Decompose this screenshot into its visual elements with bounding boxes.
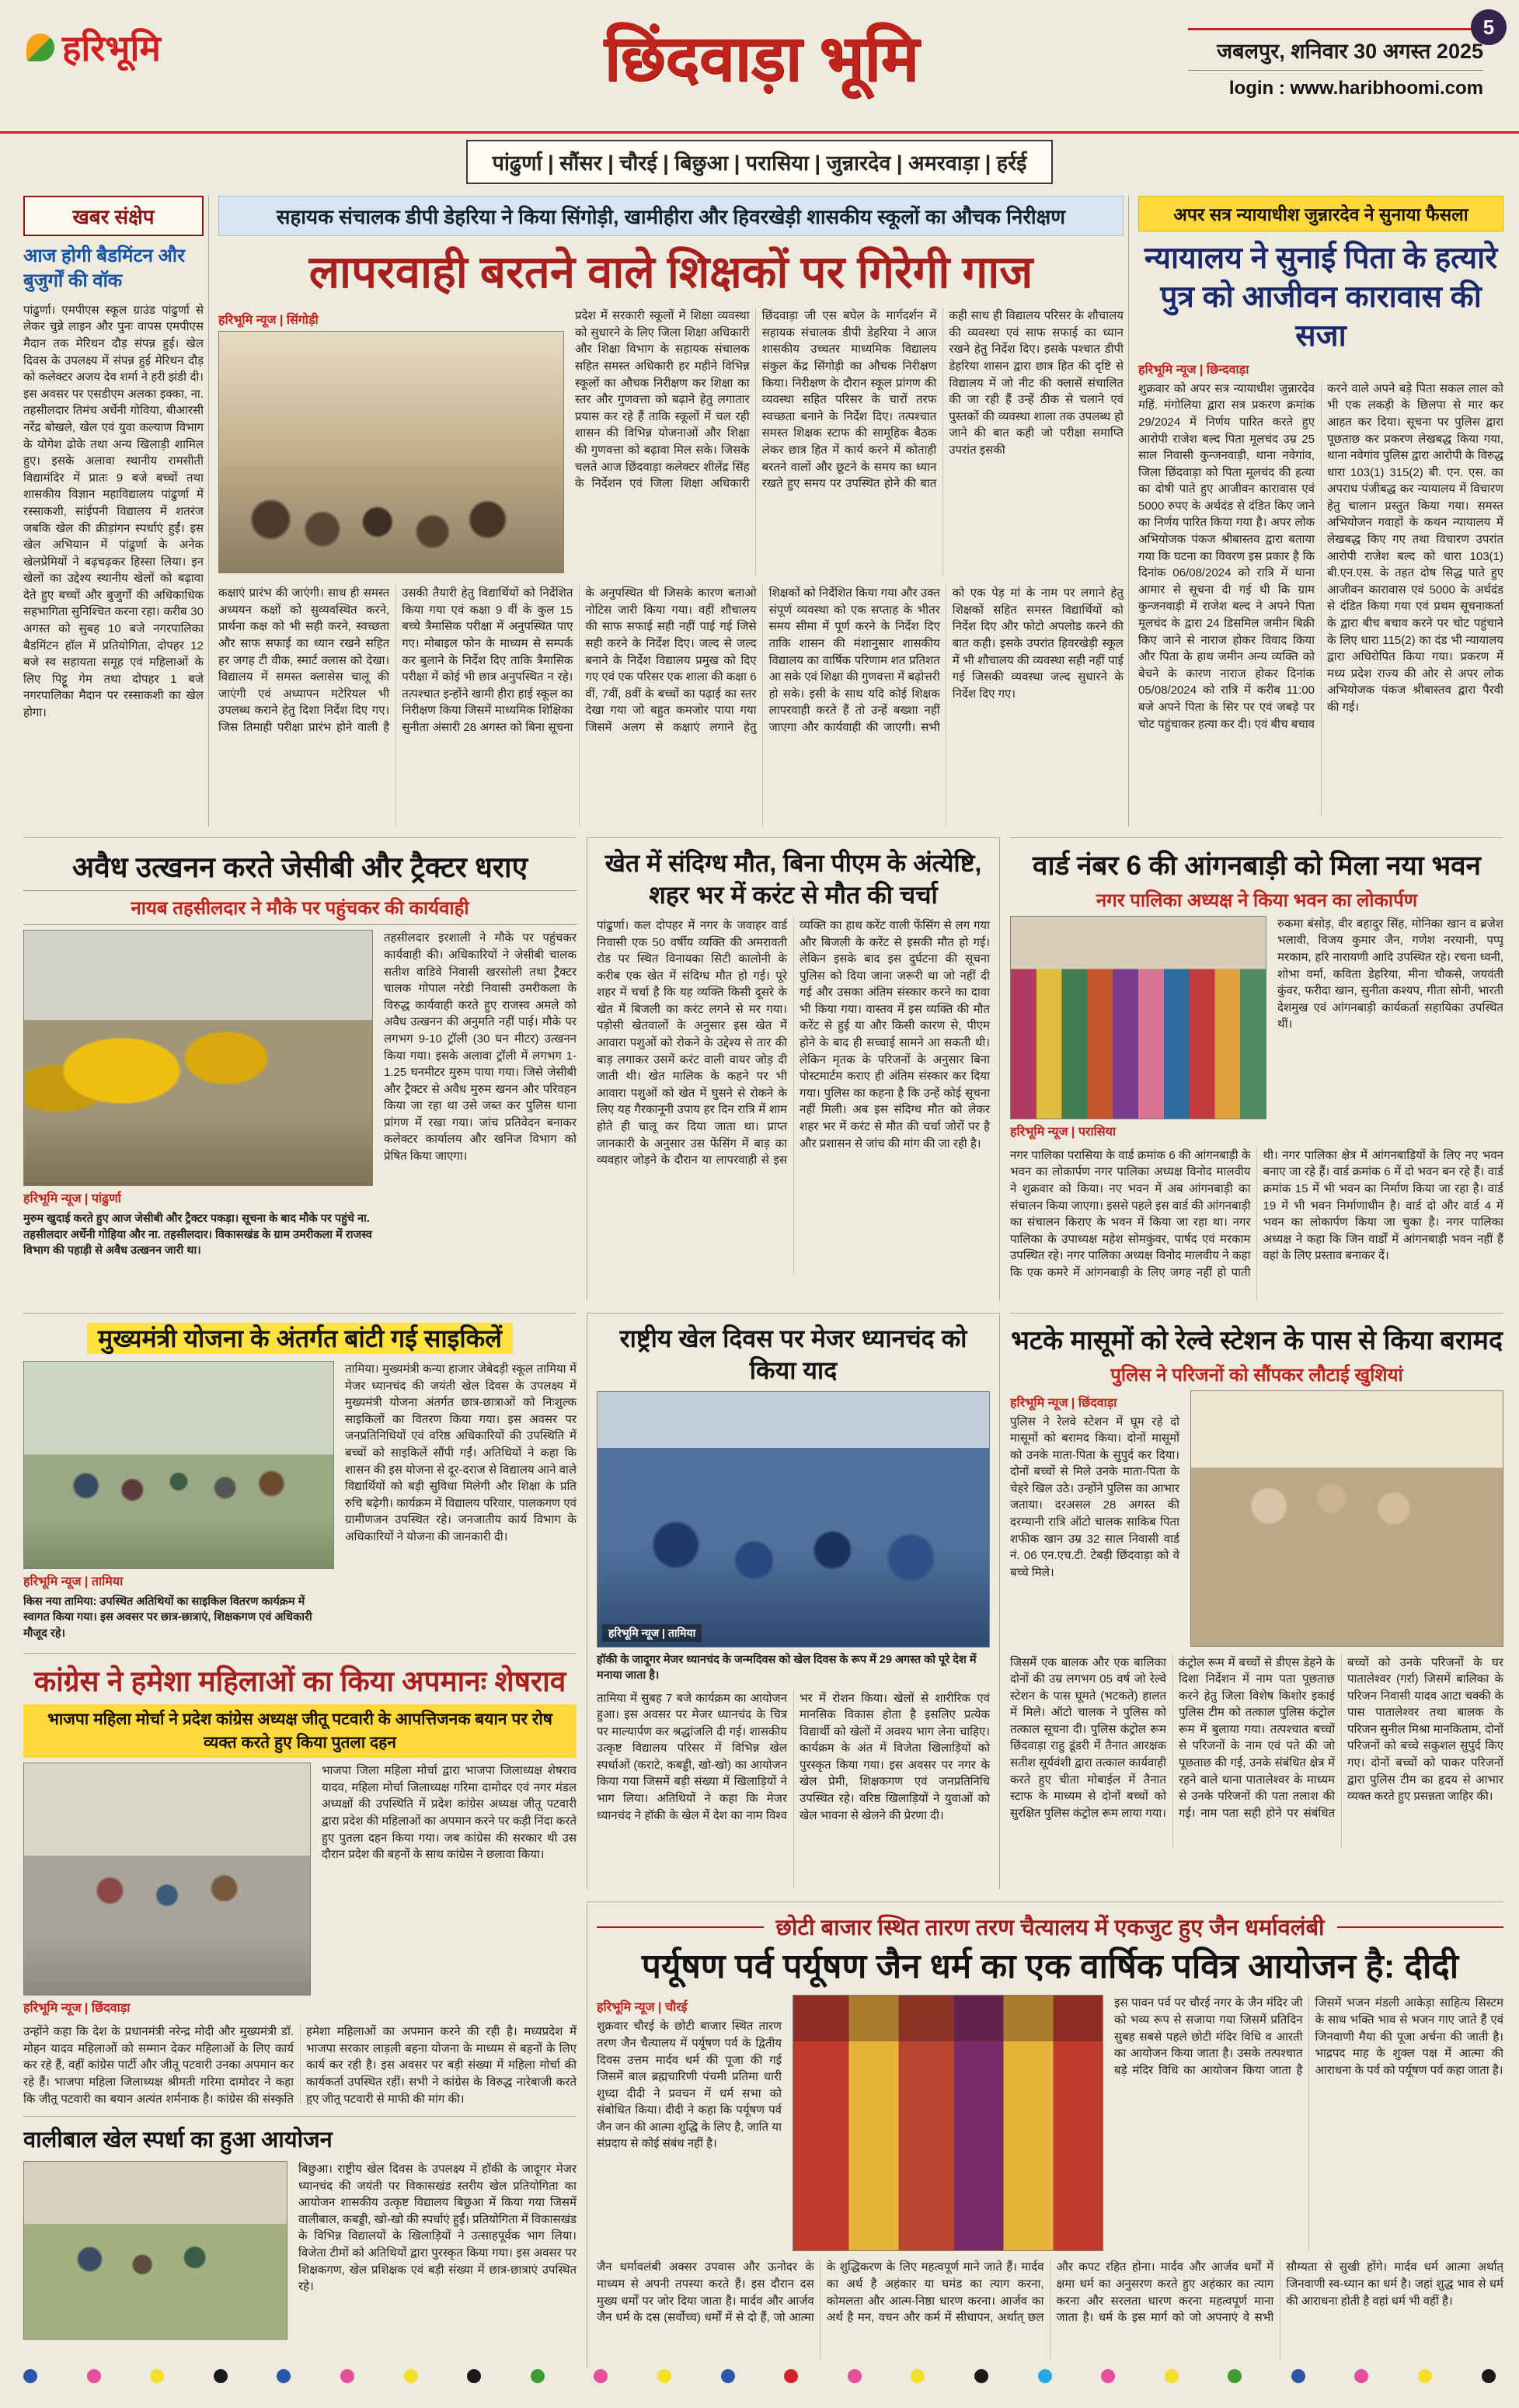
children-handover-photo [1190,1390,1503,1647]
anganwadi-headline: वार्ड नंबर 6 की आंगनबाड़ी को मिला नया भवन [1033,851,1481,881]
sports-day-crowd-photo [597,1391,990,1648]
anganwadi-credit: हरिभूमि न्यूज | परासिया [1010,1125,1116,1139]
court-credit: हरिभूमि न्यूज | छिन्दवाड़ा [1138,363,1249,377]
school-headline: लापरवाही बरतने वाले शिक्षकों पर गिरेगी गाज [308,247,1033,298]
article-suspicious-death [587,837,1000,1301]
color-bar [23,2369,1496,2383]
jain-kicker [597,1912,1503,1942]
court-headline: न्यायालय ने सुनाई पिता के हत्यारे पुत्र को आजीवन कारावास की सजा [1144,242,1498,353]
anganwadi-inauguration-photo [1010,916,1266,1119]
masthead [0,0,1519,134]
color-dot [277,2369,291,2383]
article-jain-paryushan [587,1902,1503,2368]
kids-intro: पुलिस ने रेलवे स्टेशन में घूम रहे दो मासूमों को बरामद किया। दोनों मासूमों को उनके माता-पिता के सुपुर्द कर दिया। दोनों बच्चों से मिले उनके माता-पिता के चेहरे खिल उठे। उन्होंने पुलिस का आभार जताया। दरअसल 28 अगस्त की दरम्यानी रात्रि ऑटो चालक साकिब पिता शफीक खान उम्र 32 साल निवासी वार्ड नं. 06 एन.एच.टी. टेबड़ी छिंदवाड़ा को वे बच्चे मिले। [1010,1415,1179,1579]
cycles-headline-text: मुख्यमंत्री योजना के अंतर्गत बांटी गई साइकिलें [87,1323,513,1354]
school-credit: हरिभूमि न्यूज | सिंगोड़ी [218,314,319,328]
school-kicker: सहायक संचालक डीपी डेहरिया ने किया सिंगोड़ी, खामीहीरा और हिवरखेड़ी शासकीय स्कूलों का औचक निरीक्षण [218,196,1124,236]
color-dot [467,2369,481,2383]
death-headline: खेत में संदिग्ध मौत, बिना पीएम के अंत्येष्टि, शहर भर में करंट से मौत की चर्चा [604,849,982,909]
color-dot [911,2369,925,2383]
locations-bar: पांढुर्णा | सौंसर | चौरई | बिछुआ | परासिया | जुन्नारदेव | अमरवाड़ा | हर्रई [466,140,1054,184]
anganwadi-names: रुकमा बंसोड़, वीर बहादुर सिंह, मोनिका खान व ब्रजेश भलावी, विजय कुमार जैन, गणेश नरयानी, पप्पू मरकाम, हरि नारायणी आदि उपस्थित रहे। रचना ध्वनी, शोभा वर्मा, कविता डेहरिया, मीना चौकसे, जयवंती कुंवर, फरीदा खान, सुनीता कश्यप, गीता सोनी, भारती देशमुख एवं आंगनबाड़ी कार्यकर्ता सहायिका उपस्थित थीं। [1277,917,1503,1032]
volleyball-body: बिछुआ। राष्ट्रीय खेल दिवस के उपलक्ष्य में हॉकी के जादूगर मेजर ध्यानचंद की जयंती पर विकासखंड स्तरीय खेल प्रतियोगिता का आयोजन शासकीय उत्कृष्ट विद्यालय बिछुआ में किया गया जिसमें वालीबाल, कबड्डी, खो-खो की स्पर्धाएं हुईं। प्रतियोगिता में विकासखंड के विभिन्न विद्यालयों के खिलाड़ियों ने उत्साहपूर्वक भाग लिया। विजेता टीमों को अतिथियों द्वारा पुरस्कृत किया गया। इस अवसर पर शिक्षकगण, खेल प्रशिक्षक एवं बड़ी संख्या में छात्र-छात्राएं उपस्थित रहे। [298,2163,577,2294]
article-cycle-distribution [23,1313,577,1642]
jcb-subhead: नायब तहसीलदार ने मौके पर पहुंचकर की कार्यवाही [23,890,577,925]
color-dot [848,2369,862,2383]
color-dot [657,2369,671,2383]
volleyball-headline: वालीबाल खेल स्पर्धा का हुआ आयोजन [23,2128,333,2152]
cycles-headline [23,1323,577,1355]
sportsday-photo-credit: हरिभूमि न्यूज | तामिया [602,1624,702,1642]
color-dot [974,2369,988,2383]
article-lost-children [1010,1313,1503,1889]
color-dot [531,2369,545,2383]
color-dot [1418,2369,1432,2383]
briefs-title: आज होगी बैडमिंटन और बुजुर्गों की वॉक [23,245,185,292]
jain-temple-photo [793,1995,1103,2251]
congress-headline: कांग्रेस ने हमेशा महिलाओं का किया अपमानः शेषराव [33,1665,566,1697]
anganwadi-body: नगर पालिका परासिया के वार्ड क्रमांक 6 की आंगनबाड़ी के भवन का लोकार्पण नगर पालिका अध्यक्ष विनोद मालवीय ने शुक्रवार को किया। नए भवन में अब आंगनबाड़ी का संचालन किया जाएगा। इससे पहले इस वार्ड की आंगनबाड़ी का संचालन किराए के भवन में किया जा रहा था। नगर पालिका के उपाध्यक्ष महेश सोमकुंवर, पार्षद एवं मरकाम उपस्थित रहे। नगर पालिका अध्यक्ष विनोद मालवीय ने कहा कि एक कमरे में आंगनबाड़ी के लिए जगह नहीं हो पाती थी। नगर पालिका क्षेत्र में आंगनबाड़ियों के लिए नए भवन बनाए जा रहे हैं। वार्ड क्रमांक 6 में दो भवन बन रहे हैं। वार्ड क्रमांक 15 में भी भवन का निर्माण किया जा रहा है। वार्ड 19 में भी भवन निर्माणाधीन है। वार्ड दो और वार्ड 4 में भवन का लोकार्पण किया जा चुका है। नगर पालिका अध्यक्ष ने कहा कि जिन वार्डों में आंगनबाड़ी भवन नहीं हैं वहां के लिए प्रस्ताव बनाकर दें। [1010,1148,1503,1279]
color-dot [1291,2369,1305,2383]
date-block [1188,28,1483,99]
jain-kicker-text: छोटी बाजार स्थित तारण तरण चैत्यालय में एकजुट हुए जैन धर्मावलंबी [775,1916,1325,1940]
volleyball-group-photo [23,2161,287,2340]
jcb-credit: हरिभूमि न्यूज | पांढुर्णा [23,1192,121,1206]
color-dot [1038,2369,1052,2383]
sportsday-body: तामिया में सुबह 7 बजे कार्यक्रम का आयोजन हुआ। इस अवसर पर मेजर ध्यानचंद के चित्र पर माल्यार्पण कर श्रद्धांजलि दी गई। शासकीय उत्कृष्ट विद्यालय परिसर में विभिन्न खेल स्पर्धाओं (कराटे, कबड्डी, खो-खो) का आयोजन किया गया जिसमें बड़ी संख्या में खिलाड़ियों ने भाग लिया। अतिथियों ने कहा कि मेजर ध्यानचंद ने हॉकी के खेल में देश का नाम विश्व भर में रोशन किया। खेलों से शारीरिक एवं मानसिक विकास होता है इसलिए प्रत्येक विद्यार्थी को खेलों में अवश्य भाग लेना चाहिए। कार्यक्रम के अंत में विजेता खिलाड़ियों को पुरस्कृत किया गया। इस अवसर पर नगर के खेल प्रेमी, शिक्षकगण एवं जनप्रतिनिधि उपस्थित रहे। वरिष्ठ खिलाड़ियों ने युवाओं को खेल भावना से खेलने की प्रेरणा दी। [597,1691,990,1822]
jain-headline: पर्यूषण पर्व पर्यूषण जैन धर्म का एक वार्षिक पवित्र आयोजन है: दीदी [641,1947,1459,1985]
cycle-distribution-photo [23,1361,334,1569]
jain-credit: हरिभूमि न्यूज | चौरई [597,2001,688,2015]
color-dot [784,2369,798,2383]
article-news-briefs [23,196,204,826]
color-dot [214,2369,228,2383]
article-sports-day [587,1313,1000,1889]
color-dot [1165,2369,1179,2383]
paper-title: छिंदवाड़ा भूमि [604,23,919,94]
article-anganwadi-building [1010,837,1503,1301]
page-number-badge: 5 [1471,9,1507,45]
briefs-section-head: खबर संक्षेप [23,196,204,236]
congress-subhead: भाजपा महिला मोर्चा ने प्रदेश कांग्रेस अध्यक्ष जीतू पटवारी के आपत्तिजनक बयान पर रोष व्यक्त करते हुए किया पुतला दहन [23,1704,577,1758]
article-illegal-mining [23,837,577,1301]
color-dot [150,2369,164,2383]
briefs-body: पांढुर्णा। एमपीएस स्कूल ग्राउंड पांढुर्णा से लेकर चुन्ने लाइन और पुनः वापस एमपीएस मैदान तक मेरिथन दौड़ संपन्न हुई। खेल दिवस के उपलक्ष्य में संपन्न हुई मेरिथन दौड़ को कलेक्टर अजय देव शर्मा ने हरी झंडी दी। इस अवसर पर एसडीएम अलका इक्का, ना. तहसीलदार तिमंच अर्धेनी गोविया, बीआरसी नरेंद्र बोखले, खेल एवं युवा कल्याण विभाग के योगेश ढोके तथा अन्य खिलाड़ी शामिल हुए। इसके अलावा स्थानीय रामसीती विद्यामंदिर में प्रातः 9 बजे बच्चों तथा शासकीय विज्ञान महाविद्यालय पांढुर्णा में रस्साकशी, सांईपनी विद्यालय में शतरंज जबकि खेल की क्रीड़ांगन स्पर्धाएं हुईं। इस खेल अभियान में पांढुर्णा के अनेक खेलप्रेमियों ने बढ़चढ़कर हिस्सा लिया। इन खेलों का उद्देश्य स्थानीय खेलों को बढ़ावा देते हुए बच्चों और बुजुर्गों की अधिकाधिक सहभागिता सुनिश्चित करना रहा। करीब 30 अगस्त को सुबह 10 बजे नगरपालिका बैडमिंटन हॉल में प्रतियोगिता, दोपहर 12 बजे स्व सहायता समूह एवं महिलाओं के लिए पिट्टू गेम तथा दोपहर 1 बजे नगरपालिका मैदान पर रस्साकशी का खेल होगा। [23,303,204,720]
color-dot [721,2369,735,2383]
classroom-inspection-photo [218,331,564,573]
article-congress-protest [23,1653,577,2105]
color-dot [23,2369,37,2383]
color-dot [87,2369,101,2383]
color-dot [594,2369,608,2383]
sportsday-caption: हॉकी के जादूगर मेजर ध्यानचंद के जन्मदिवस को खेल दिवस के रूप में 29 अगस्त को पूरे देश में मनाया जाता है। [597,1653,977,1682]
kids-headline: भटके मासूमों को रेल्वे स्टेशन के पास से किया बरामद [1011,1326,1503,1355]
cycles-credit: हरिभूमि न्यूज | तामिया [23,1575,124,1589]
effigy-burning-photo [23,1763,311,1996]
kids-credit: हरिभूमि न्यूज | छिंदवाड़ा [1010,1396,1117,1410]
court-body: शुक्रवार को अपर सत्र न्यायाधीश जुन्नारदेव महिं. मंगोलिया द्वारा सत्र प्रकरण क्रमांक 29/2024 में निर्णय पारित करते हुए आरोपी राजेश बल्द पिता मूलचंद उम्र 25 साल निवासी कुन्जनवाड़ी, थाना नवेगांव, जिला छिंदवाड़ा को पिता मूलचंद की हत्या का दोषी पाते हुए आजीवन कारावास एवं 5000 रुपए के अर्थदंड से दंडित किए जाने का निर्णय पारित किया गया है। अपर लोक अभियोजक पंकज श्रीबास्तव द्वारा बताया गया कि घटना का विवरण इस प्रकार है कि दिनांक 06/08/2024 को रात्रि में थाना आमार से सूचना दी गई थी कि ग्राम कुन्जनवाड़ी में राजेश बल्द ने अपने पिता मूलचंद के द्वारा 24 डिसमिल जमीन बिक्री किए जाने से नाराज होकर विवाद किया और पिता के हाथ जमीन अन्य व्यक्ति को बेचने के कारण नाराज होकर दिनांक 05/08/2024 को रात्रि में करीब 11:00 बजे अपने पिता के सिर पर एवं जबड़े पर चोट पहुंचाकर हत्या कर दी। एवं बीच बचाव करने वाले अपने बड़े पिता सकल लाल को भी एक लकड़ी के छिलपा से मार कर आहत कर दिया। सूचना पर पुलिस द्वारा पूछताछ कर प्रकरण लेखबद्ध किया गया, थाना नवेगांव पुलिस द्वारा आरोपी के विरुद्ध धारा 103(1) 315(2) बी. एन. एस. का अपराध पंजीबद्ध कर न्यायालय में विचारण हेतु चालान प्रस्तुत किया गया। समस्त अभियोजन गवाहों के कथन न्यायालय में लेखबद्ध किए गए तथा विचारण उपरांत आरोपी राजेश बल्द को धारा 103(1) बी.एन.एस. के तहत दोष सिद्ध पाते हुए आजीवन कारावास एवं 5000 के अर्थदंड से दंडित किया गया एवं प्रथम सूचनाकर्ता के द्वारा बीच बचाव करने पर चोट पहुंचाने के लिए धारा 115(2) का दंड भी न्यायालय द्वारा अधिरोपित किया गया। प्रकरण में मध्य प्रदेश राज्य की ओर से अपर लोक अभियोजक पंकज श्रीबास्तव द्वारा पैरवी की गई। [1138,381,1503,731]
jcb-caption: मुरुम खुदाई करते हुए आज जेसीबी और ट्रैक्टर पकड़ा। सूचना के बाद मौके पर पहुंचे ना. तहसीलदार अर्धेनी गोहिया और ना. तहसीलदार। विकासखंड के ग्राम उमरीकला में राजस्व विभाग की पहाड़ी से अवैध उत्खनन जारी था। [23,1213,372,1257]
kids-body: जिसमें एक बालक और एक बालिका दोनों की उम्र लगभग 05 वर्ष जो रेल्वे स्टेशन के पास घूमते (भटकते) हालत में मिले। ऑटो चालक ने पुलिस को तत्काल सूचना दी। पुलिस कंट्रोल रूम छिंदवाड़ा राहु डूंडरी में तैनात आरक्षक सतीश सूर्यवंशी द्वारा तत्काल कार्यवाही करते हुए चीता मोबाईल में तैनात स्टाफ के माध्यम से दोनों बच्चों को सुरक्षित पुलिस कंट्रोल रूम लाया गया। कंट्रोल रूम में बच्चों से डीएस डेहने के दिशा निर्देशन में नाम पता पूछताछ करने हेतु जिला विशेष किशोर इकाई पुलिस टीम को तत्काल पुलिस कंट्रोल रूम में बुलाया गया। तत्पश्चात बच्चों से परिजनों के नाम एवं पते की जो पूछताछ की गई, उनके संबंधित क्षेत्र में रहने वाले थाना पातालेश्वर के माध्यम से उनके परिजनों की पता तलाश की गई। नाम पता सही होने पर संबंधित बच्चों को उनके परिजनों के घर पातालेश्वर (गर्रा) जिसमें बालिका के परिजन निवासी यादव आटा चक्की के पास पातालेश्वर तथा बालक के परिजन सुनील मिश्रा मानकिताम, दोनों परिजनों को बच्चे सकुशल सुपुर्द किए गए। दोनों बच्चों को पाकर परिजनों द्वारा पुलिस टीम का हृदय से आभार व्यक्त करते हुए प्रसन्नता जाहिर की। [1010,1655,1503,1820]
login-url: login : www.haribhoomi.com [1228,78,1483,99]
locations-wrap [0,140,1519,184]
color-dot [1354,2369,1368,2383]
kids-subhead: पुलिस ने परिजनों को सौंपकर लौटाई खुशियां [1110,1364,1403,1386]
congress-body-b: उन्होंने कहा कि देश के प्रधानमंत्री नरेन्द्र मोदी और मुख्यमंत्री डॉ. मोहन यादव महिलाओं को सम्मान देकर महिलाओं के लिए कार्य कर रहे हैं, वहीं कांग्रेस पार्टी और जीतू पटवारी उनका अपमान कर रहे हैं। भाजपा महिला जिलाध्यक्ष श्रीमती गरिमा दामोदर ने कहा कि जीतू पटवारी का बयान अत्यंत शर्मनाक है। कांग्रेस की संस्कृति हमेशा महिलाओं का अपमान करने की रही है। मध्यप्रदेश में भाजपा सरकार लाड़ली बहना योजना के माध्यम से बहनों के लिए कार्य कर रही है। इस अवसर पर बड़ी संख्या में महिला मोर्चा की कार्यकर्ता उपस्थित रहीं। सभी ने कांग्रेस के विरुद्ध नारेबाजी करते हुए जीतू पटवारी से माफी की मांग की। [23,2025,577,2105]
article-court-verdict [1128,196,1503,826]
color-dot [340,2369,354,2383]
article-school-inspection [208,196,1124,826]
cycles-body: तामिया। मुख्यमंत्री कन्या हाजार जेबेदड़ी स्कूल तामिया में मेजर ध्यानचंद की जयंती खेल दिवस के उपलक्ष्य में मुख्यमंत्री योजना अंतर्गत छात्र-छात्राओं को निःशुल्क साइकिलों का वितरण किया गया। इस अवसर पर जनप्रतिनिधियों एवं वरिष्ठ अधिकारियों की उपस्थिति में बच्चों को साइकिलें सौंपी गईं। अतिथियों ने कहा कि शासन की इस योजना से दूर-दराज से विद्यालय आने वाले विद्यार्थियों को बड़ी सुविधा मिलेगी और शिक्षा के प्रति रुचि बढ़ेगी। कार्यक्रम में विद्यालय परिवार, पालकगण एवं ग्रामीणजन उपस्थित रहे। जनजातीय कार्य विभाग के अधिकारियों ने योजना की जानकारी दी। [345,1362,577,1543]
jcb-headline: अवैध उत्खनन करते जेसीबी और ट्रैक्टर धराए [71,851,528,883]
jain-body: इस पावन पर्व पर चौरई नगर के जैन मंदिर जी को भव्य रूप से सजाया गया जिसमें प्रतिदिन सुबह सबसे पहले छोटी मंदिर विधि व आरती का आयोजन किया जाता है। उसके तत्पश्चात बड़े मंदिर विधि का आयोजन किया जाता है जिसमें भजन मंडली आकेड़ा साहित्य सिस्टम के साथ भक्ति भाव से भजन गाए जाते हैं एवं जिनवाणी मैया की पूजा अर्चना की जाती है। भाद्रपद माह के शुक्ल पक्ष में आत्मा की आराधना के पर्व को पर्यूषण पर्व कहा जाता है। [1114,1996,1503,2077]
cycles-caption: किस नया तामिया: उपस्थित अतिथियों का साइकिल वितरण कार्यक्रम में स्वागत किया गया। इस अवसर पर छात्र-छात्राएं, शिक्षकगण एवं अधिकारी मौजूद रहे। [23,1595,312,1640]
anganwadi-subhead: नगर पालिका अध्यक्ष ने किया भवन का लोकार्पण [1096,889,1418,911]
congress-body-a: भाजपा जिला महिला मोर्चा द्वारा भाजपा जिलाध्यक्ष शेषराव यादव, महिला मोर्चा जिलाध्यक्ष गरिमा दामोदर एवं नगर मंडल अध्यक्षों की उपस्थिति में प्रदेश कांग्रेस अध्यक्ष जीतू पटवारी द्वारा प्रदेश की महिलाओं का अपमान करने पर कड़ी निंदा करते हुए पुतला दहन किया गया। जब कांग्रेस की सरकार थी उस दौरान प्रदेश की बहनों के साथ कांग्रेस ने छलावा किया। [322,1764,577,1862]
congress-credit: हरिभूमि न्यूज | छिंदवाड़ा [23,2002,131,2016]
color-dot [1101,2369,1115,2383]
color-dot [1228,2369,1242,2383]
sportsday-headline: राष्ट्रीय खेल दिवस पर मेजर ध्यानचंद को किया याद [619,1324,967,1384]
court-kicker: अपर सत्र न्यायाधीश जुन्नारदेव ने सुनाया फैसला [1138,196,1503,231]
jcb-body: तहसीलदार इरशाली ने मौके पर पहुंचकर कार्यवाही की। अधिकारियों ने जेसीबी चालक सतीश वाडिवे निवासी खरसोली तथा ट्रैक्टर चालक गोपाल नरेडी निवासी उमरीकला के विरुद्ध कार्यवाही करते हुए राजस्व अमले को अवैध उत्खनन की अनुमति नहीं पाई। मौके पर लगभग 9-10 ट्रॉली (30 घन मीटर) उत्खनन किया गया। इसके अलावा ट्रॉली में लगभग 1-1.25 घनमीटर मुरुम पाया गया। जिसे जेसीबी और ट्रैक्टर से अवैध मुरुम खनन और परिवहन किया जा रहा था उसे जब्त कर पुलिस थाना प्रांगण में रखा गया। जांच प्रतिवेदन बनाकर कलेक्टर कार्यालय और खनिज विभाग को प्रेषित किया जाएगा। [384,931,577,1164]
school-body-top: प्रदेश में सरकारी स्कूलों में शिक्षा व्यवस्था को सुधारने के लिए जिला शिक्षा अधिकारी और शिक्षा विभाग के सहायक संचालक सहित समस्त अधिकारी हर महीने विभिन्न स्कूलों का औचक निरीक्षण कर शिक्षा का स्तर और गुणवत्ता को बढ़ाने हेतु लगातार प्रयास कर रहे हैं ताकि स्कूलों में चल रही शासन की विभिन्न योजनाओं और शिक्षा की गुणवत्ता को बढ़ावा मिल सके। जिसके चलते आज छिंदवाड़ा कलेक्टर शीलेंद्र सिंह के निर्देशन एवं जिला शिक्षा अधिकारी छिंदवाड़ा जी एस बघेल के मार्गदर्शन में सहायक संचालक डीपी डेहरिया ने आज शासकीय उच्चतर माध्यमिक विद्यालय संकुल केंद्र सिंगोड़ी का औचक निरीक्षण किया। निरीक्षण के दौरान स्कूल प्रांगण की व्यवस्था सहित परिसर के चारों तरफ स्वच्छता बनाने के निर्देश दिए। तत्पश्चात समस्त शिक्षक स्टाफ की सामूहिक बैठक लेकर छात्र हित में कार्य करने में कोताही बरतने वालों और छूटने के समय का ध्यान रखते हुए समय पर उपस्थित होने की बात कही साथ ही विद्यालय परिसर के शौचालय की व्यवस्था एवं साफ सफाई का ध्यान रखने हेतु निर्देश दिए। इसके पश्चात डीपी डेहरिया शासन द्वारा छात्र हित की दृष्टि से विद्यालय में जो नीट की क्लासें संचालित की जा रही हैं उन्हें ठीक से चलाने एवं पुस्तकों की व्यवस्था शाला तक उपलब्ध हो जाने की बात कही जो परीक्षा समाप्ति उपरांत इसकी [575,309,1124,491]
jain-lead: शुक्रवार चौरई के छोटी बाजार स्थित तारण तरण जैन चैत्यालय में पर्यूषण पर्व के द्वितीय दिवस उत्तम मार्दव धर्म की पूजा की गई जिसमें बाल ब्रह्मचारिणी पंचमी प्रतिमा धारी शुध्दा दीदी ने प्रवचन में धर्म सभा को संबोधित किया। दीदी ने कहा कि पर्यूषण पर्व जैन जन की आत्मा शुद्धि के लिए है, जाति या संप्रदाय से कोई संबंध नहीं है। [597,2020,782,2151]
death-body: पांढुर्णा। कल दोपहर में नगर के जवाहर वार्ड निवासी एक 50 वर्षीय व्यक्ति की अमरावती रोड पर स्थित विनायका सिटी कालोनी के करीब एक खेत में संदिग्ध मौत हो गई। पूरे शहर में चर्चा है कि यह व्यक्ति किसी दूसरे के खेत में बिजली का करंट लगने से मर गया। पड़ोसी खेतवालों के अनुसार इस खेत में आवारा पशुओं को रोकने के उद्देश्य से तार की बाड़ लगाकर उसमें करंट वाली वायर जोड़ दी जाती थी। खेत मालिक के कहने पर भी आवारा पशुओं को खेत में घुसने से रोकने के लिए यह गैरकानूनी उपाय हर दिन रात्रि में शाम होते ही चालू कर दिया जाता था। प्राप्त जानकारी के अनुसार उस फेंसिंग में बाड़ का व्यवहार जोड़ने के दौरान या लापरवाही से इस व्यक्ति का हाथ करेंट वाली फेंसिंग से लग गया और बिजली के करेंट से इसकी मौत हो गई। लेकिन इसके बाद इस दुर्घटना की सूचना पुलिस को दिया जाना जरूरी था जो नहीं दी गई और उसका अंतिम संस्कार करने का दावा भी किया गया। वास्तव में इस व्यक्ति की मौत करेंट से हुई या और किसी कारण से, पीएम होने के बाद ही सच्चाई सामने आ सकती थी। लेकिन मृतक के परिजनों के अनुसार बिना पोस्टमार्टम कराए ही अंतिम संस्कार कर दिया गया। पुलिस का कहना है कि उन्हें कोई सूचना नहीं मिली। अब इस संदिग्ध मौत को लेकर शहर भर में करंट से मौत की चर्चा जोरों पर है और प्रशासन से जांच की मांग की जा रही है। [597,918,990,1167]
article-volleyball [23,2116,577,2369]
color-dot [404,2369,418,2383]
haribhoomi-leaf-icon [26,33,54,61]
jcb-tractor-photo [23,930,373,1186]
school-body-bottom: कक्षाएं प्रारंभ की जाएंगी। साथ ही समस्त अध्ययन कक्षों को सुव्यवस्थित करने, प्रार्थना कक्ष को भी सही करने, स्वच्छता और साफ सफाई का ध्यान रखने सहित हर जगह टी वीक, स्मार्ट क्लास को देखा। विद्यालय में समस्त क्लासेस चालू की जाएंगी एवं अध्यापन मटेरियल भी उपलब्ध कराने हेतु दिशा निर्देश दिए गए। जिस तिमाही परीक्षा प्रारंभ होने वाली है उसकी तैयारी हेतु विद्यार्थियों को निर्देशित किया गया एवं कक्षा 9 वीं के कुल 15 बच्चे त्रैमासिक परीक्षा में अनुपस्थित पाए गए। मोबाइल फोन के माध्यम से सम्पर्क कर बुलाने के निर्देश दिए ताकि त्रैमासिक परीक्षा में कोई भी छात्र अनुपस्थित न रहे। तत्पश्चात इन्होंने खामी हीरा हाई स्कूल का निरीक्षण किया जिसमें माध्यमिक शिक्षिका सुनीता अंसारी 28 अगस्त को बिना सूचना के अनुपस्थित थी जिसके कारण बताओ नोटिस जारी किया गया। वहीं शौचालय की साफ सफाई सही नहीं पाई गई जिसे सही करने के निर्देश दिए। जल्द से जल्द बनाने के निर्देश विद्यालय प्रमुख को दिए गए एवं एक परिसर एक शाला की कक्षा 6 वीं, 7वीं, 8वीं के बच्चों का पढ़ाई का स्तर देखा गया जो बहुत कमजोर पाया गया जिसमें अलग से कक्षाएं लगाने हेतु शिक्षकों को निर्देशित किया गया और उक्त संपूर्ण व्यवस्था को एक सप्ताह के भीतर समय सीमा में पूर्ण करने के निर्देश दिए ताकि शासन की मंशानुसार शासकीय विद्यालय का वार्षिक परिणाम शत प्रतिशत आ सके एवं शिक्षा की गुणवत्ता में बढ़ोत्तरी हो सके। इसी के साथ यदि कोई शिक्षक लापरवाही करते हैं तो उन्हें बख्शा नहीं जाएगा और कार्यवाही की जाएगी। सभी को एक पेड़ मां के नाम पर लगाने हेतु शिक्षकों सहित समस्त विद्यार्थियों को निर्देश दिए और फोटो अपलोड करने की बात कही। इसके उपरांत हिवरखेड़ी स्कूल में भी शौचालय की व्यवस्था सही नहीं पाई गई जिसकी व्यवस्था जल्द सुधारने के निर्देश दिए गए। [218,586,1124,734]
jain-body2: जैन धर्मावलंबी अक्सर उपवास और ऊनोदर के माध्यम से अपनी तपस्या करते हैं। इस दौरान दस मुख्य धर्मों पर जोर दिया जाता है। मार्दव और आर्जव जैन धर्म के दस (सर्वोच्च) धर्मों में से दो हैं, जो आत्मा के शुद्धिकरण के लिए महत्वपूर्ण माने जाते हैं। मार्दव का अर्थ है अहंकार या घमंड का त्याग करना, कोमलता और आत्म-निष्ठा धारण करना। आर्जव का अर्थ है मन, वचन और कर्म में सीधापन, अर्थात् छल और कपट रहित होना। मार्दव और आर्जव धर्मों में क्षमा धर्म का अनुसरण करते हुए अहंकार का त्याग करना और सरलता धारण करना महत्वपूर्ण माना जाता है। धर्म के इस मार्ग को जो अपनाएं वे सभी सौम्यता से सुखी होंगे। मार्दव धर्म आत्मा अर्थात् जिनवाणी स्व-ध्यान का धर्म है। जहां शुद्ध भाव से धर्म की आराधना होती है वहां धर्म भी वहीं है। [597,2260,1503,2325]
haribhoomi-logo [26,23,161,71]
dateline: जबलपुर, शनिवार 30 अगस्त 2025 [1188,28,1483,71]
haribhoomi-logo-text: हरिभूमि [62,28,161,68]
color-dot [1482,2369,1496,2383]
